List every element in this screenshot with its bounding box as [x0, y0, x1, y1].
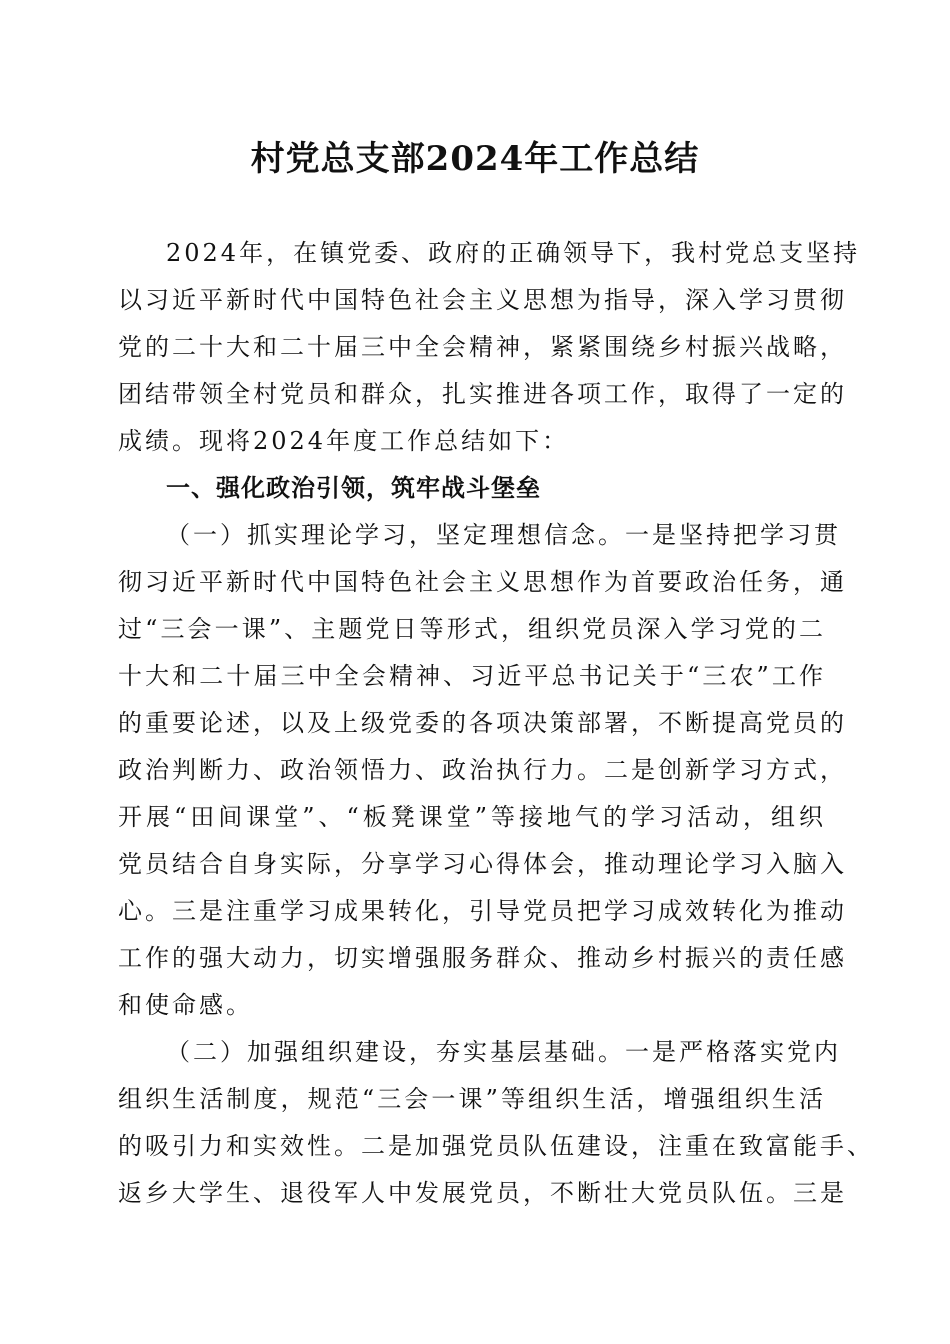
- document-body: [118, 230, 874, 1217]
- para1-line: （一）抓实理论学习，坚定理想信念。一是坚持把学习贯: [166, 521, 841, 549]
- section-heading: 一、强化政治引领，筑牢战斗堡垒: [166, 474, 541, 502]
- para1-line: 的重要论述，以及上级党委的各项决策部署，不断提高党员的: [118, 709, 847, 737]
- para2-line: 返乡大学生、退役军人中发展党员，不断壮大党员队伍。三是: [118, 1179, 847, 1207]
- para1-line: 党员结合自身实际，分享学习心得体会，推动理论学习入脑入: [118, 850, 847, 878]
- intro-line: 党的二十大和二十届三中全会精神，紧紧围绕乡村振兴战略，: [118, 333, 847, 361]
- para1-line: 十大和二十届三中全会精神、习近平总书记关于“三农”工作: [118, 662, 826, 690]
- document-title: 村党总支部2024年工作总结: [250, 139, 700, 179]
- intro-line: 团结带领全村党员和群众，扎实推进各项工作，取得了一定的: [118, 380, 847, 408]
- para1-line: 工作的强大动力，切实增强服务群众、推动乡村振兴的责任感: [118, 944, 847, 972]
- para2-line: 组织生活制度，规范“三会一课”等组织生活，增强组织生活: [118, 1085, 826, 1113]
- intro-line: 成绩。现将2024年度工作总结如下：: [118, 427, 570, 455]
- para1-line: 政治判断力、政治领悟力、政治执行力。二是创新学习方式，: [118, 756, 847, 784]
- para1-line: 和使命感。: [118, 991, 253, 1019]
- para1-line: 开展“田间课堂”、“板凳课堂”等接地气的学习活动，组织: [118, 803, 826, 831]
- para1-line: 过“三会一课”、主题党日等形式，组织党员深入学习党的二: [118, 615, 826, 643]
- para2-line: （二）加强组织建设，夯实基层基础。一是严格落实党内: [166, 1038, 841, 1066]
- para1-line: 心。三是注重学习成果转化，引导党员把学习成效转化为推动: [118, 897, 847, 925]
- intro-line: 以习近平新时代中国特色社会主义思想为指导，深入学习贯彻: [118, 286, 847, 314]
- intro-line: 2024年，在镇党委、政府的正确领导下，我村党总支坚持: [166, 239, 861, 267]
- para2-line: 的吸引力和实效性。二是加强党员队伍建设，注重在致富能手、: [118, 1132, 874, 1160]
- para1-line: 彻习近平新时代中国特色社会主义思想作为首要政治任务，通: [118, 568, 847, 596]
